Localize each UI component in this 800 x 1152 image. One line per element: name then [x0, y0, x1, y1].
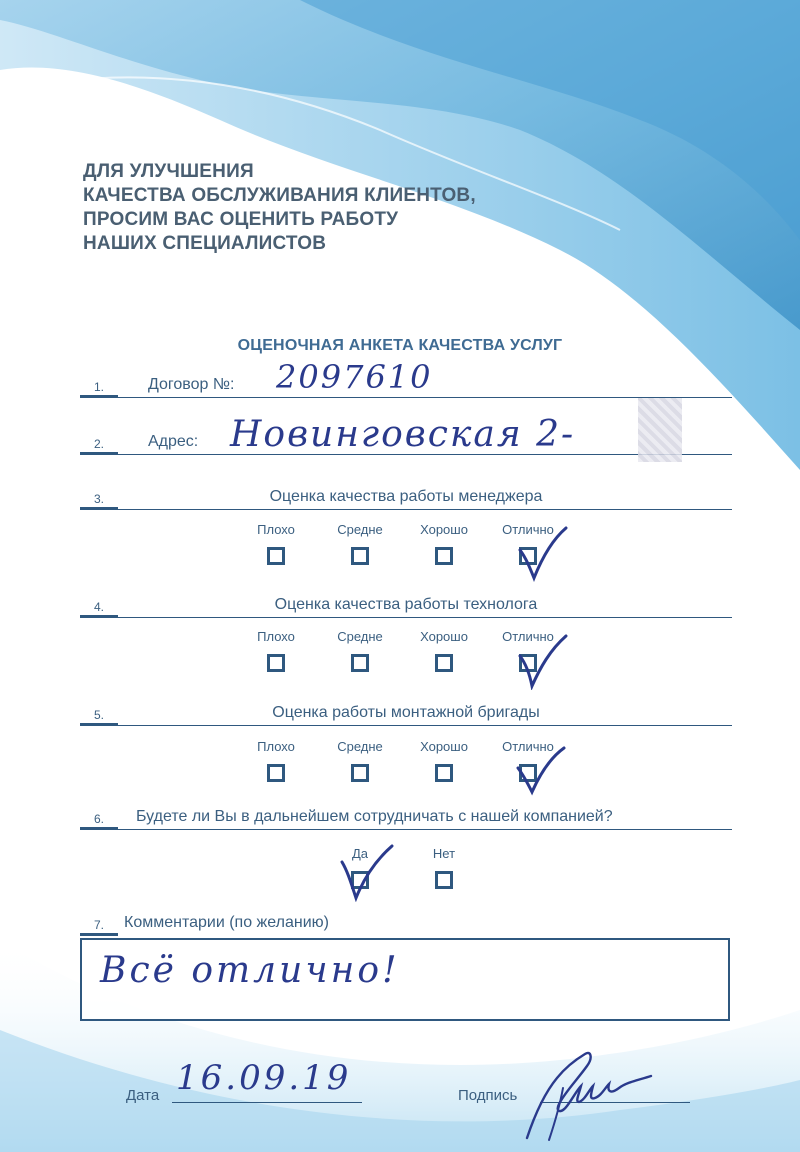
- checkbox[interactable]: [267, 764, 285, 782]
- question-number: 2.: [94, 437, 105, 451]
- date-field[interactable]: 16.09.19: [176, 1058, 352, 1098]
- checkbox[interactable]: [267, 547, 285, 565]
- question-row: [80, 588, 732, 618]
- heading-line: ДЛЯ УЛУЧШЕНИЯ: [83, 161, 254, 182]
- option-label: Отлично: [502, 739, 554, 754]
- heading-line: НАШИХ СПЕЦИАЛИСТОВ: [83, 233, 327, 254]
- rating-option[interactable]: [236, 629, 316, 672]
- rating-option[interactable]: [488, 629, 568, 672]
- contract-row: [80, 360, 732, 398]
- question-row: [80, 696, 732, 726]
- question-number: 6.: [94, 812, 105, 826]
- rating-option[interactable]: [320, 629, 400, 672]
- signature-label: Подпись: [458, 1087, 518, 1104]
- rating-option[interactable]: [404, 629, 484, 672]
- checkbox[interactable]: [267, 654, 285, 672]
- rating-option[interactable]: [488, 739, 568, 782]
- question-row: [80, 800, 732, 830]
- comments-row: [80, 906, 380, 936]
- option-label: Средне: [337, 739, 383, 754]
- question-number: 7.: [94, 918, 105, 932]
- address-row: [80, 415, 732, 455]
- option-label: Нет: [432, 846, 456, 861]
- option-label: Хорошо: [420, 629, 468, 644]
- redacted-area: [638, 398, 682, 462]
- checkbox[interactable]: [351, 654, 369, 672]
- question-label: Оценка качества работы менеджера: [269, 488, 543, 505]
- checkbox[interactable]: [435, 547, 453, 565]
- heading-line: ПРОСИМ ВАС ОЦЕНИТЬ РАБОТУ: [83, 209, 399, 230]
- comment-text: Всё отлично!: [100, 950, 400, 991]
- rating-option[interactable]: [488, 522, 568, 565]
- option-label: Средне: [337, 522, 383, 537]
- checkbox-checked[interactable]: [351, 871, 369, 889]
- option-label: Плохо: [257, 629, 295, 644]
- address-field[interactable]: Новинговская 2-: [230, 414, 576, 455]
- date-label: Дата: [126, 1087, 160, 1104]
- question-label: Будете ли Вы в дальнейшем сотрудничать с нашей компанией?: [136, 808, 613, 825]
- checkbox[interactable]: [351, 547, 369, 565]
- question-number: 4.: [94, 600, 105, 614]
- address-label: Адрес:: [148, 433, 199, 450]
- comments-label: Комментарии (по желанию): [124, 914, 329, 931]
- rating-option[interactable]: [236, 522, 316, 565]
- comments-field[interactable]: [80, 938, 730, 1021]
- heading-line: КАЧЕСТВА ОБСЛУЖИВАНИЯ КЛИЕНТОВ,: [83, 185, 476, 206]
- signature-scribble[interactable]: [515, 1040, 665, 1145]
- question-label: Оценка качества работы технолога: [274, 596, 538, 613]
- checkbox-checked[interactable]: [519, 764, 537, 782]
- option-label: Отлично: [502, 629, 554, 644]
- option-label: Хорошо: [420, 522, 468, 537]
- option-label: Да: [351, 846, 369, 861]
- rating-option[interactable]: [320, 739, 400, 782]
- question-label: Оценка работы монтажной бригады: [272, 704, 540, 721]
- checkbox[interactable]: [351, 764, 369, 782]
- option-label: Плохо: [257, 522, 295, 537]
- option-label: Средне: [337, 629, 383, 644]
- rating-option[interactable]: [320, 522, 400, 565]
- contract-number-field[interactable]: 2097610: [276, 358, 433, 396]
- option-label: Плохо: [257, 739, 295, 754]
- checkbox[interactable]: [435, 764, 453, 782]
- rating-option[interactable]: [236, 739, 316, 782]
- rating-option[interactable]: [404, 522, 484, 565]
- question-number: 5.: [94, 708, 105, 722]
- checkbox-checked[interactable]: [519, 547, 537, 565]
- question-number: 3.: [94, 492, 105, 506]
- question-number: 1.: [94, 380, 105, 394]
- no-option[interactable]: [404, 846, 484, 889]
- checkbox[interactable]: [435, 654, 453, 672]
- checkbox[interactable]: [435, 871, 453, 889]
- question-row: [80, 480, 732, 510]
- option-label: Хорошо: [420, 739, 468, 754]
- form-title: ОЦЕНОЧНАЯ АНКЕТА КАЧЕСТВА УСЛУГ: [237, 337, 563, 354]
- contract-label: Договор №:: [148, 376, 235, 393]
- page-heading: [83, 160, 603, 256]
- rating-option[interactable]: [404, 739, 484, 782]
- option-label: Отлично: [502, 522, 554, 537]
- checkbox-checked[interactable]: [519, 654, 537, 672]
- yes-option[interactable]: [320, 846, 400, 889]
